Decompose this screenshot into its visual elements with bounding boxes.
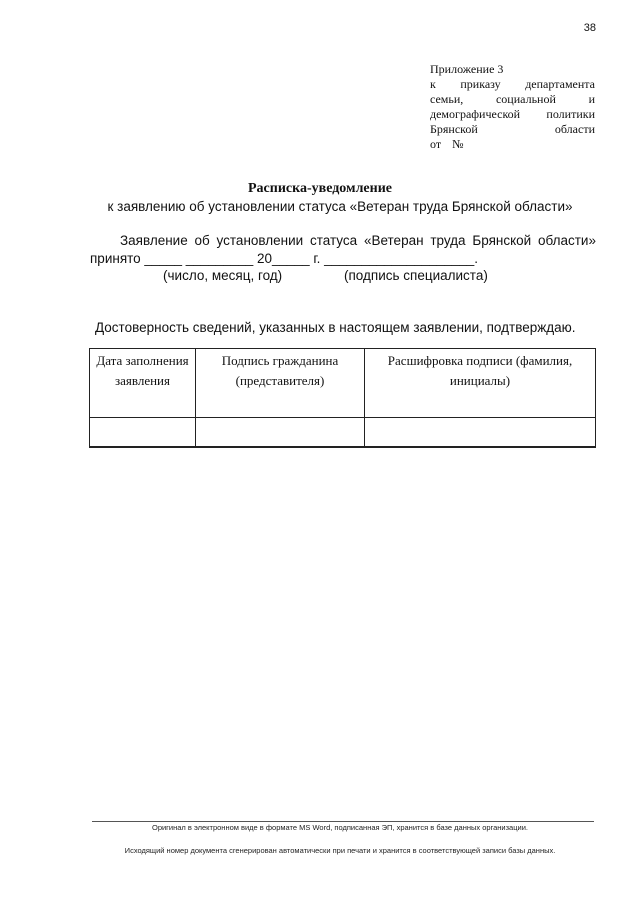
signature-table bbox=[89, 348, 596, 448]
date-hint: (число, месяц, год) bbox=[163, 268, 283, 283]
appendix-line-1: Приложение 3 bbox=[430, 62, 504, 76]
footer-divider bbox=[92, 821, 594, 822]
appendix-block bbox=[430, 62, 595, 152]
cell-signature-decoding bbox=[365, 418, 596, 448]
appendix-line-2: к приказу департамента bbox=[430, 77, 595, 91]
statement-line-2: принято _____ _________ 20_____ г. ____________________. bbox=[90, 251, 479, 266]
cell-date bbox=[90, 418, 196, 448]
cell-signature bbox=[196, 418, 365, 448]
document-subtitle: к заявлению об установлении статуса «Ветеран труда Брянской области» bbox=[107, 199, 573, 214]
signature-hint: (подпись специалиста) bbox=[344, 268, 488, 283]
footer-note-1: Оригинал в электронном виде в формате MS Word, подписанная ЭП, хранится в базе данных организации. bbox=[151, 823, 528, 832]
table-header-row bbox=[90, 349, 596, 418]
confirmation-text: Достоверность сведений, указанных в настоящем заявлении, подтверждаю. bbox=[95, 320, 576, 335]
appendix-line-6: от № bbox=[430, 137, 464, 151]
appendix-line-5: Брянской области bbox=[430, 122, 595, 136]
footer-note-2: Исходящий номер документа сгенерирован автоматически при печати и хранится в соответствующей записи базы данных. bbox=[124, 846, 556, 855]
header-date: Дата заполнения заявления bbox=[90, 349, 196, 418]
statement-line-1: Заявление об установлении статуса «Ветеран труда Брянской области» bbox=[120, 233, 596, 248]
page-number: 38 bbox=[583, 22, 596, 34]
appendix-line-4: демографической политики bbox=[430, 107, 595, 121]
table-row bbox=[90, 418, 596, 448]
document-title: Расписка-уведомление bbox=[248, 181, 392, 196]
header-signature-decoding: Расшифровка подписи (фамилия, инициалы) bbox=[365, 349, 596, 418]
header-signature: Подпись гражданина (представителя) bbox=[196, 349, 365, 418]
appendix-line-3: семьи, социальной и bbox=[430, 92, 595, 106]
